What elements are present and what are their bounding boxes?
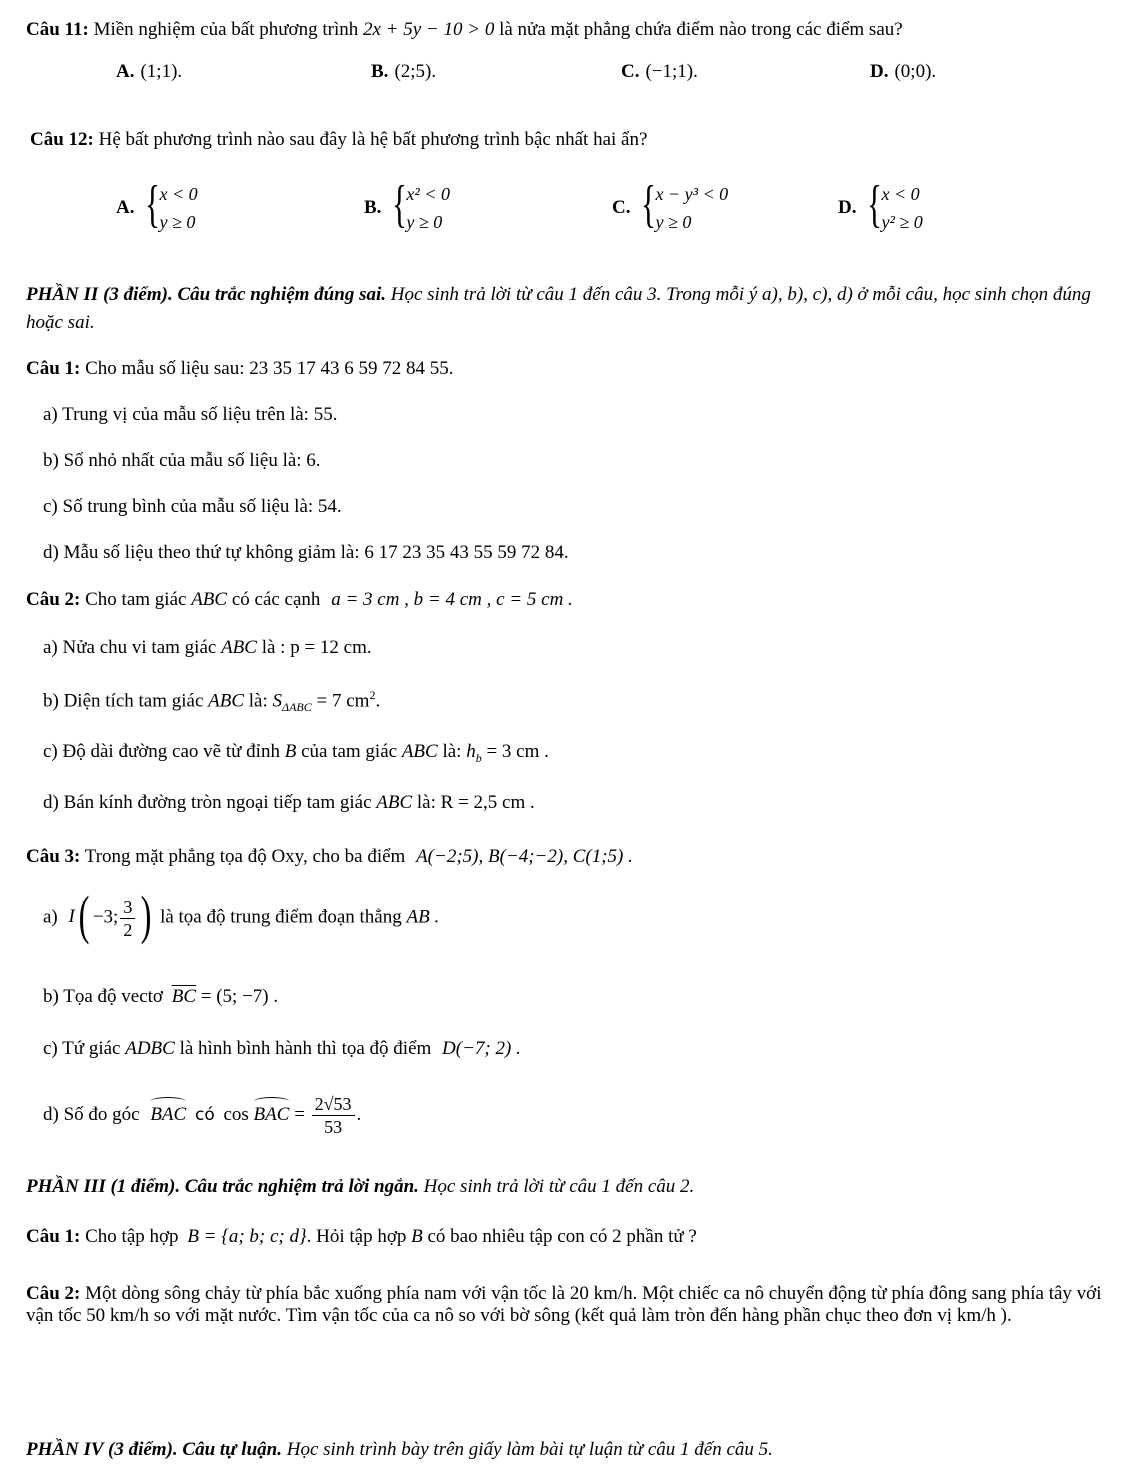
points-expr: A(−2;5), B(−4;−2), C(1;5) .	[416, 846, 633, 867]
statement-expr: là: R = 2,5 cm .	[416, 792, 535, 813]
option-value: (2;5).	[394, 61, 437, 82]
vertex-name: B	[284, 741, 297, 762]
q12-option-c	[612, 176, 729, 236]
option-letter: B.	[364, 197, 382, 219]
part2-q3-stem	[26, 845, 633, 869]
q12-stem	[30, 128, 647, 152]
part3-q1	[26, 1225, 697, 1249]
statement-text: d) Số đo góc	[43, 1103, 140, 1125]
q11-expr: 2x + 5y − 10 > 0	[362, 19, 495, 40]
vector-value: = (5; −7) .	[200, 986, 279, 1007]
statement-text: a) Nửa chu vi tam giác	[43, 637, 217, 658]
part2-q1-c: c) Số trung bình của mẫu số liệu là: 54.	[43, 496, 342, 517]
set-expr: B = {a; b; c; d}	[187, 1226, 307, 1247]
option-letter: A.	[116, 197, 135, 219]
part2-q1-a: a) Trung vị của mẫu số liệu trên là: 55.	[43, 404, 338, 425]
area-symbol: S	[272, 690, 283, 712]
system-line: y² ≥ 0	[881, 212, 923, 232]
option-value: (0;0).	[894, 61, 937, 82]
question-label: Câu 1:	[26, 358, 81, 379]
question-text: Cho tam giác	[85, 589, 187, 610]
q11-option-d	[870, 60, 936, 84]
quadrilateral-name: ADBC	[125, 1038, 175, 1059]
statement-text: có	[194, 1104, 215, 1125]
fraction-denominator: 2	[123, 919, 133, 940]
q12-option-d	[838, 176, 923, 236]
question-text: có các cạnh	[231, 589, 321, 610]
question-text: cho ba điểm	[312, 846, 406, 867]
option-letter: A.	[116, 61, 135, 82]
question-label: Câu 3:	[26, 846, 81, 867]
area-superscript: 2	[369, 688, 376, 702]
part2-q3-b	[43, 985, 278, 1009]
triangle-name: ABC	[221, 637, 257, 658]
triangle-name: ABC	[191, 589, 228, 610]
part4-instruction: Học sinh trình bày trên giấy làm bài tự luận từ câu 1 đến câu 5.	[286, 1439, 773, 1460]
system-line: x < 0	[881, 184, 920, 204]
angle-name: BAC	[253, 1103, 290, 1125]
q11-label: Câu 11:	[26, 19, 89, 40]
height-value: = 3 cm .	[486, 741, 549, 762]
part4-header	[26, 1438, 773, 1462]
part3-instruction: Học sinh trả lời từ câu 1 đến câu 2.	[423, 1176, 695, 1197]
option-letter: D.	[838, 197, 857, 219]
q11-text-after: là nửa mặt phẳng chứa điểm nào trong các điểm sau?	[499, 19, 903, 40]
part2-q2-c	[43, 740, 549, 766]
q11-option-a	[116, 60, 182, 84]
height-subscript: b	[475, 750, 482, 765]
part2-q3-c	[43, 1037, 521, 1061]
question-text: . Hỏi tập hợp	[306, 1226, 407, 1247]
height-symbol: h	[466, 741, 476, 762]
option-letter: D.	[870, 61, 889, 82]
statement-expr: là : p = 12 cm.	[261, 637, 372, 658]
statement-text: là hình bình hành thì tọa độ điểm	[179, 1038, 432, 1059]
fraction-numerator: 3	[120, 896, 135, 919]
statement-text: là:	[442, 741, 462, 762]
point-value: D(−7; 2) .	[442, 1038, 521, 1059]
option-letter: C.	[612, 197, 631, 219]
part3-header	[26, 1175, 694, 1199]
part2-q1-d: d) Mẫu số liệu theo thứ tự không giảm là: 6 17 23 35 43 55 59 72 84.	[43, 542, 569, 563]
option-letter: C.	[621, 61, 640, 82]
part2-q1-stem	[26, 357, 454, 381]
brace-icon: {	[392, 176, 408, 233]
question-label: Câu 2:	[26, 589, 81, 610]
cos-symbol: cos	[223, 1103, 249, 1125]
statement-text: của tam giác	[301, 741, 398, 762]
fraction	[120, 896, 135, 941]
statement-text: là tọa độ trung điểm đoạn thẳng	[160, 906, 402, 928]
period: .	[375, 690, 381, 712]
triangle-name: ABC	[401, 741, 438, 762]
vector-name: $\overline{BC}$	[171, 986, 196, 1007]
brace-icon: {	[145, 176, 161, 233]
brace-icon: {	[641, 176, 657, 233]
period: .	[356, 1103, 362, 1125]
part2-heading: PHẦN II (3 điểm). Câu trắc nghiệm đúng sai.	[26, 284, 386, 305]
question-text: Trong mặt phẳng tọa độ	[84, 846, 267, 867]
statement-text: b) Diện tích tam giác	[43, 690, 204, 712]
sides-expr: a = 3 cm , b = 4 cm , c = 5 cm .	[331, 589, 573, 610]
option-value: (−1;1).	[645, 61, 698, 82]
part3-q2	[26, 1283, 1120, 1327]
question-text: có bao nhiêu tập con có 2 phần tử ?	[427, 1226, 697, 1247]
part2-q3-a	[43, 885, 440, 945]
question-label: Câu 2:	[26, 1283, 81, 1304]
triangle-name: ABC	[208, 690, 245, 712]
coordinate-text: −3;	[92, 906, 119, 928]
q12-text: Hệ bất phương trình nào sau đây là hệ bất phương trình bậc nhất hai ẩn?	[98, 129, 648, 150]
system-line: x² < 0	[406, 184, 450, 204]
paren-right-icon: )	[140, 885, 152, 945]
part2-q2-b	[43, 688, 380, 715]
part2-instruction: Học sinh trả lời từ câu 1 đến câu 3. Trong mỗi ý a), b), c), d) ở mỗi câu, học sinh chọn đúng hoặc sai.	[26, 284, 1091, 333]
area-subscript: ΔABC	[282, 700, 312, 715]
system-line: y ≥ 0	[406, 212, 443, 232]
statement-letter: a)	[43, 906, 58, 928]
q12-label: Câu 12:	[30, 129, 94, 150]
question-label: Câu 1:	[26, 1226, 81, 1247]
system-line: y ≥ 0	[159, 212, 196, 232]
q12-option-b	[364, 176, 450, 236]
part2-q3-d: d) Số đo góc BAC có cos BAC = $\frac{2√53}{53}$ .	[43, 1094, 362, 1137]
system-line: x < 0	[159, 184, 198, 204]
set-name: B	[411, 1226, 423, 1247]
part2-q2-a	[43, 636, 372, 660]
part2-q2-d	[43, 791, 535, 815]
coordinate-system: Oxy,	[271, 846, 308, 867]
question-text: Cho tập hợp	[85, 1226, 179, 1247]
midpoint-symbol: I	[68, 906, 75, 928]
option-value: (1;1).	[140, 61, 183, 82]
q11-option-b	[371, 60, 436, 84]
q11-text-before: Miền nghiệm của bất phương trình	[93, 19, 359, 40]
question-text: Một dòng sông chảy từ phía bắc xuống phía nam với vận tốc là 20 km/h. Một chiếc ca nô chuyển động từ phía đông sang phía tây với vận tốc 50 km/h so với mặt nước. Tìm vận tốc của ca nô so với bờ sông (kết quả làm tròn đến hàng phần chục theo đơn vị km/h ).	[26, 1283, 1102, 1326]
fraction-denominator: 53	[324, 1117, 343, 1137]
part2-q2-stem	[26, 588, 573, 612]
statement-text: là:	[248, 690, 268, 712]
fraction	[312, 1093, 355, 1138]
statement-text: b) Tọa độ vectơ	[43, 986, 163, 1007]
part2-header	[26, 281, 1116, 337]
angle-name: BAC	[150, 1103, 187, 1125]
segment-name: AB .	[406, 906, 440, 928]
fraction-numerator: 2√53	[312, 1093, 355, 1116]
q12-option-a	[116, 176, 198, 236]
triangle-name: ABC	[376, 792, 413, 813]
option-letter: B.	[371, 61, 389, 82]
part4-heading: PHẦN IV (3 điểm). Câu tự luận.	[26, 1439, 282, 1460]
question-text: Cho mẫu số liệu sau: 23 35 17 43 6 59 72 84 55.	[85, 358, 454, 379]
statement-text: d) Bán kính đường tròn ngoại tiếp tam giác	[43, 792, 372, 813]
statement-text: c) Độ dài đường cao vẽ từ đỉnh	[43, 741, 280, 762]
part2-q1-b: b) Số nhỏ nhất của mẫu số liệu là: 6.	[43, 450, 321, 471]
area-value: = 7 cm	[316, 690, 370, 712]
q11-stem	[26, 18, 903, 42]
system-line: y ≥ 0	[655, 212, 692, 232]
q11-option-c	[621, 60, 698, 84]
statement-text: c) Tứ giác	[43, 1038, 121, 1059]
brace-icon: {	[867, 176, 883, 233]
part3-heading: PHẦN III (1 điểm). Câu trắc nghiệm trả lời ngắn.	[26, 1176, 419, 1197]
paren-left-icon: (	[78, 885, 90, 945]
system-line: x − y³ < 0	[655, 184, 729, 204]
